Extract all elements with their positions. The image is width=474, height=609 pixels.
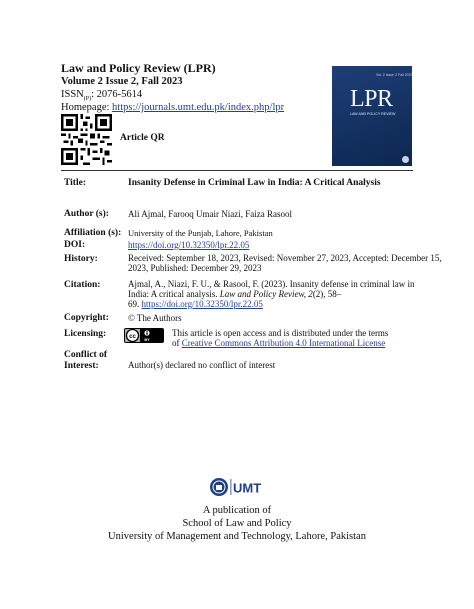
licensing-line-1: This article is open access and is distributed under the terms	[172, 328, 389, 338]
affiliation-label: Affiliation (s):	[64, 228, 122, 238]
citation-text: India: A critical analysis.	[128, 289, 220, 299]
cover-issue-text: Vol. 2 Issue 2 Fall 2023	[376, 73, 412, 77]
cover-subtitle: LAW AND POLICY REVIEW	[350, 112, 396, 116]
article-title: Insanity Defense in Criminal Law in India: A Critical Analysis	[128, 178, 381, 188]
author-label: Author (s):	[64, 209, 109, 219]
cc-badge-cc: cc	[129, 334, 136, 340]
history-label: History:	[64, 254, 98, 264]
issn-prefix: ISSN	[61, 89, 84, 100]
umt-logo-text: UMT	[233, 480, 262, 496]
conflict-label-line-2: Interest:	[64, 361, 99, 371]
issn-number: : 2076-5614	[91, 89, 143, 100]
doi-label: DOI:	[64, 240, 86, 250]
licensing-line-2	[172, 338, 385, 348]
cover-emblem-icon	[402, 156, 409, 163]
citation-pages: 69.	[128, 299, 142, 309]
journal-cover-image	[332, 66, 412, 166]
licensing-label: Licensing:	[64, 329, 107, 339]
citation-line-1: Ajmal, A., Niazi, F. U., & Rasool, F. (2023). Insanity defense in criminal law in	[128, 279, 415, 289]
citation-issue: (2), 58–	[312, 289, 342, 299]
publication-of: A publication of	[202, 505, 272, 516]
article-qr-code	[61, 114, 112, 165]
cover-logo: LPR	[350, 86, 393, 112]
citation-line-3	[128, 299, 263, 309]
umt-logo	[209, 475, 265, 499]
cc-badge-by: BY	[144, 338, 150, 342]
history-line-2: 2023, Published: December 29, 2023	[128, 263, 262, 273]
doi-link[interactable]: https://doi.org/10.32350/lpr.22.05	[128, 240, 250, 250]
title-label: Title:	[64, 178, 86, 188]
affiliation-value: University of the Punjab, Lahore, Pakistan	[128, 228, 273, 238]
citation-journal: Law and Policy Review, 2	[219, 289, 313, 299]
school-name: School of Law and Policy	[182, 518, 292, 529]
author-value: Ali Ajmal, Farooq Umair Niazi, Faiza Rasool	[128, 209, 292, 219]
header-divider	[61, 170, 413, 171]
citation-line-2	[128, 289, 341, 299]
copyright-label: Copyright:	[64, 313, 109, 323]
homepage-link[interactable]: https://journals.umt.edu.pk/index.php/lpr	[112, 102, 285, 113]
licensing-of: of	[172, 338, 182, 348]
citation-label: Citation:	[64, 280, 101, 290]
copyright-value: © The Authors	[128, 313, 182, 323]
university-name: University of Management and Technology, Lahore, Pakistan	[108, 531, 366, 542]
journal-title: Law and Policy Review (LPR)	[61, 61, 216, 75]
homepage-label: Homepage:	[61, 102, 113, 113]
history-line-1: Received: September 18, 2023, Revised: November 27, 2023, Accepted: December 15,	[128, 253, 442, 263]
cc-license-link[interactable]: Creative Commons Attribution 4.0 International License	[181, 338, 386, 348]
citation-doi-link[interactable]: https://doi.org/10.32350/lpr.22.05	[141, 299, 263, 309]
issn-line	[61, 89, 142, 102]
article-qr-label: Article QR	[120, 133, 165, 143]
homepage-line	[61, 102, 284, 113]
conflict-label-line-1: Conflict of	[64, 350, 108, 360]
cc-by-license-icon	[124, 328, 164, 343]
issn-print-marker: (P)	[83, 96, 92, 103]
conflict-value: Author(s) declared no conflict of interest	[128, 360, 276, 370]
volume-issue: Volume 2 Issue 2, Fall 2023	[61, 76, 183, 87]
